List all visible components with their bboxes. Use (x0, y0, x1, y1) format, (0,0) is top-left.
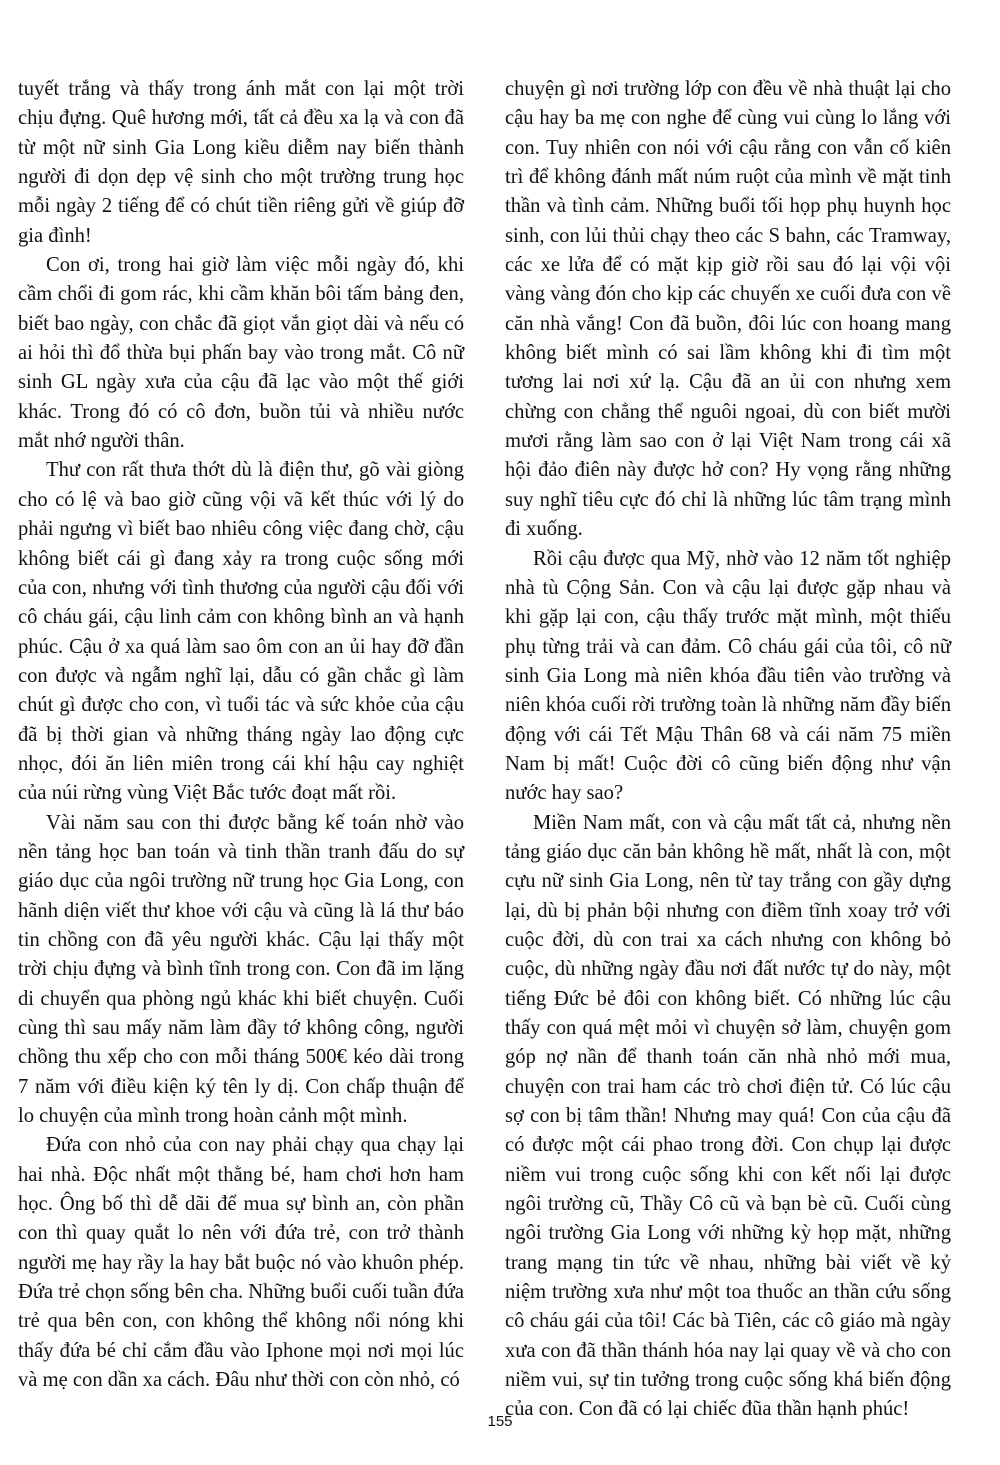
left-column (18, 75, 464, 1395)
paragraph: Đứa con nhỏ của con nay phải chạy qua chạy lại hai nhà. Độc nhất một thằng bé, ham chơi hơn ham học. Ông bố thì dễ dãi để mua sự bình an, còn phần con thì quay quắt lo nên với đứa trẻ, con trở thành người mẹ hay rầy la hay bắt buộc nó vào khuôn phép. Đứa trẻ chọn sống bên cha. Những buổi cuối tuần đứa trẻ qua bên con, con không thể không nổi nóng khi thấy đứa bé chỉ cắm đầu vào Iphone mọi nơi mọi lúc và mẹ con dần xa cách. Đâu như thời con còn nhỏ, có (18, 1134, 464, 1392)
paragraph: Thư con rất thưa thớt dù là điện thư, gõ vài giòng cho có lệ và bao giờ cũng vội vã kết thúc với lý do phải ngưng vì biết bao nhiêu công việc đang chờ, cậu không biết cái gì đang xảy ra trong cuộc sống mới của con, nhưng với tình thương của người cậu đối với cô cháu gái, cậu linh cảm con không bình an và hạnh phúc. Cậu ở xa quá làm sao ôm con an ủi hay đỡ đần con được và ngẫm nghĩ lại, dẫu có gần chắc gì làm chút gì được cho con, vì tuổi tác và sức khỏe của cậu đã bị thời gian và những tháng ngày lao động cực nhọc, đói ăn liên miên trong cái khí hậu cay nghiệt của núi rừng vùng Việt Bắc tước đoạt mất rồi. (18, 459, 464, 805)
paragraph: Miền Nam mất, con và cậu mất tất cả, nhưng nền tảng giáo dục căn bản không hề mất, nhất là con, một cựu nữ sinh Gia Long, nên từ tay trắng con gầy dựng lại, dù bị phản bội nhưng con điềm tĩnh xoay trở với cuộc đời, dù con trai xa cách nhưng con không bỏ cuộc, dù những ngày đầu nơi đất nước tự do này, một tiếng Đức bẻ đôi con không biết. Có những lúc cậu thấy con quá mệt mỏi vì chuyện sở làm, chuyện gom góp nợ nần để thanh toán căn nhà nhỏ mới mua, chuyện con trai ham các trò chơi điện tử. Có lúc cậu sợ con bị tâm thần! Nhưng may quá! Con của cậu đã có được một cái phao trong đời. Con chụp lại được niềm vui trong cuộc sống khi con kết nối lại được ngôi trường cũ, Thầy Cô cũ và bạn bè cũ. Cuối cùng ngôi trường Gia Long với những kỳ họp mặt, những trang mạng tin tức về nhau, những bài viết về kỷ niệm trường xưa như một toa thuốc an thần cứu sống cô cháu gái của tôi! Các bà Tiên, các cô giáo mà ngày xưa con đã thần thánh hóa nay lại quay về và cho con niềm vui, sự tin tưởng trong cuộc sống khá biến động của con. Con đã có lại chiếc đũa thần hạnh phúc! (505, 811, 951, 1421)
paragraph: tuyết trắng và thấy trong ánh mắt con lại một trời chịu đựng. Quê hương mới, tất cả đều xa lạ và con đã từ một nữ sinh Gia Long kiều diễm nay biến thành người đi dọn dẹp vệ sinh cho một trường trung học mỗi ngày 2 tiếng để có chút tiền riêng gửi về giúp đỡ gia đình! (18, 78, 464, 247)
paragraph: Vài năm sau con thi được bằng kế toán nhờ vào nền tảng học ban toán và tinh thần tranh đấu do sự giáo dục của ngôi trường nữ trung học Gia Long, con hãnh diện viết thư khoe với cậu và cũng là lá thư báo tin chồng con đã yêu người khác. Cậu lại thấy một trời chịu đựng và bình tĩnh trong con. Con đã im lặng di chuyển qua phòng ngủ khác khi biết chuyện. Cuối cùng thì sau mấy năm làm đầy tớ không công, người chồng thu xếp cho con mỗi tháng 500€ kéo dài trong 7 năm với điều kiện ký tên ly dị. Con chấp thuận để lo chuyện của mình trong hoàn cảnh một mình. (18, 811, 464, 1128)
paragraph: Con ơi, trong hai giờ làm việc mỗi ngày đó, khi cầm chổi đi gom rác, khi cầm khăn bôi tấm bảng đen, biết bao ngày, con chắc đã giọt vắn giọt dài và nếu có ai hỏi thì đổ thừa bụi phấn bay vào trong mắt. Cô nữ sinh GL ngày xưa của cậu đã lạc vào một thế giới khác. Trong đó có cô đơn, buồn tủi và nhiều nước mắt nhớ người thân. (18, 254, 464, 453)
paragraph: chuyện gì nơi trường lớp con đều về nhà thuật lại cho cậu hay ba mẹ con nghe để cùng vui cùng lo lắng với con. Tuy nhiên con nói với cậu rằng con vẫn cố kiên trì để không đánh mất núm ruột của mình về mặt tinh thần và tình cảm. Những buổi tối họp phụ huynh học sinh, con lủi thủi chạy theo các S bahn, các Tramway, các xe lửa để có mặt kịp giờ rồi sau đó lại vội vội vàng vàng đón cho kịp các chuyến xe cuối đưa con về căn nhà vắng! Con đã buồn, đôi lúc con hoang mang không biết mình có sai lầm không khi đi tìm một tương lai nơi xứ lạ. Cậu đã an ủi con nhưng xem chừng con chẳng thể nguôi ngoai, dù con biết mười mươi rằng làm sao con ở lại Việt Nam trong cái xã hội đảo điên này được hở con? Hy vọng rằng những suy nghĩ tiêu cực đó chỉ là những lúc tâm trạng mình đi xuống. (505, 78, 951, 541)
paragraph: Rồi cậu được qua Mỹ, nhờ vào 12 năm tốt nghiệp nhà tù Cộng Sản. Con và cậu lại được gặp nhau và khi gặp lại con, cậu thấy trước mặt mình, một thiếu phụ từng trải và can đảm. Cô cháu gái của tôi, cô nữ sinh Gia Long mà niên khóa đầu tiên vào trường và niên khóa cuối rời trường toàn là những năm đầy biến động với cái Tết Mậu Thân 68 và cái năm 75 miền Nam bị mất! Cuộc đời cô cũng biến động như vận nước hay sao? (505, 547, 951, 805)
page-number: 155 (487, 1413, 513, 1430)
right-column (505, 75, 951, 1425)
